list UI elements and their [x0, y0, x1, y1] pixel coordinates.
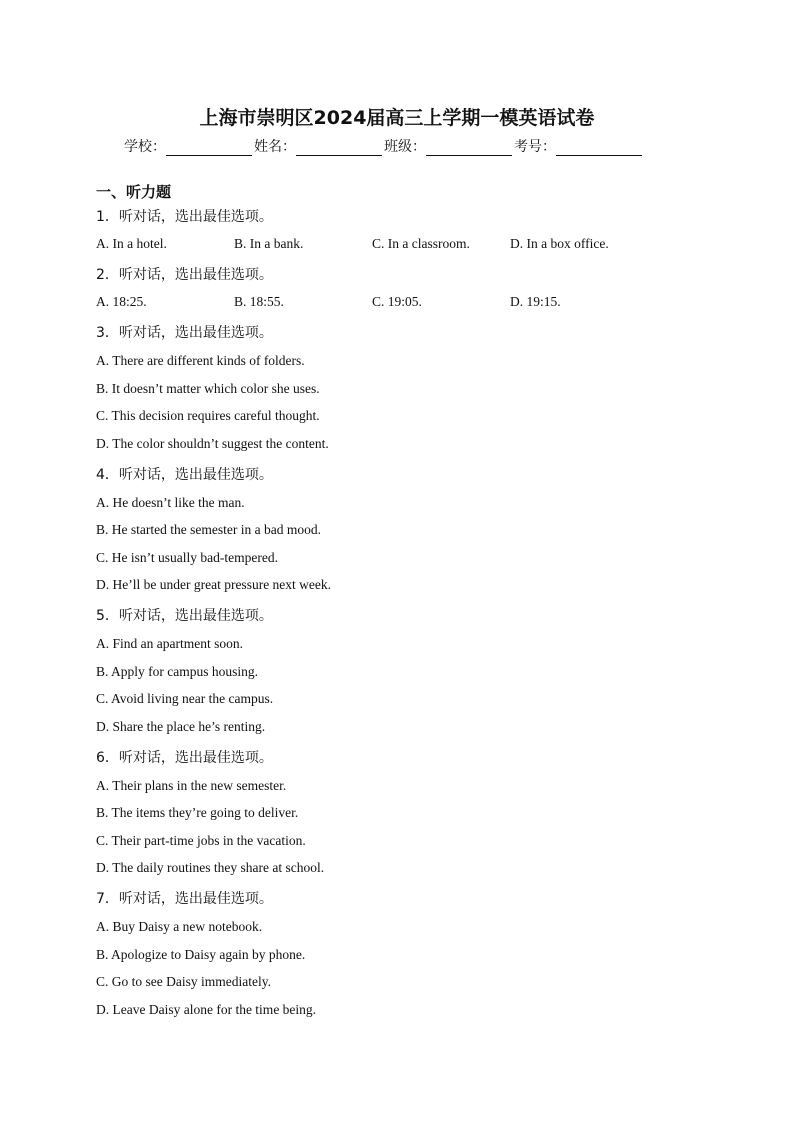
q7-option-d[interactable]: D. Leave Daisy alone for the time being. [96, 1002, 317, 1017]
school-blank[interactable] [166, 141, 252, 156]
q6-option-a[interactable]: A. Their plans in the new semester. [96, 778, 287, 793]
question-1-options [96, 236, 648, 252]
question-4: 4．听对话，选出最佳选项。 [96, 467, 273, 483]
q1-option-a[interactable]: A. In a hotel. [96, 236, 167, 251]
question-5: 5．听对话，选出最佳选项。 [96, 608, 273, 624]
school-label: 学校： [124, 139, 166, 155]
q7-option-c[interactable]: C. Go to see Daisy immediately. [96, 974, 271, 989]
q4-option-b[interactable]: B. He started the semester in a bad mood. [96, 522, 321, 537]
q7-option-a[interactable]: A. Buy Daisy a new notebook. [96, 919, 263, 934]
name-blank[interactable] [296, 141, 382, 156]
question-2: 2．听对话，选出最佳选项。 [96, 267, 273, 283]
q3-option-c[interactable]: C. This decision requires careful thought. [96, 408, 320, 423]
q3-option-d[interactable]: D. The color shouldn’t suggest the content. [96, 436, 329, 451]
question-3: 3．听对话，选出最佳选项。 [96, 325, 273, 341]
q5-option-a[interactable]: A. Find an apartment soon. [96, 636, 243, 651]
class-blank[interactable] [426, 141, 512, 156]
q6-option-b[interactable]: B. The items they’re going to deliver. [96, 805, 299, 820]
q3-option-b[interactable]: B. It doesn’t matter which color she uses. [96, 381, 320, 396]
q2-option-c[interactable]: C. 19:05. [372, 294, 422, 309]
question-2-options [96, 294, 648, 310]
q5-option-c[interactable]: C. Avoid living near the campus. [96, 691, 274, 706]
page-title: 上海市崇明区2024届高三上学期一模英语试卷 [199, 107, 595, 129]
section-heading: 一、听力题 [96, 183, 172, 201]
q4-option-c[interactable]: C. He isn’t usually bad-tempered. [96, 550, 278, 565]
q2-option-a[interactable]: A. 18:25. [96, 294, 147, 309]
q1-option-d[interactable]: D. In a box office. [510, 236, 609, 251]
q4-option-d[interactable]: D. He’ll be under great pressure next week. [96, 577, 332, 592]
class-label: 班级： [384, 139, 426, 155]
q1-option-b[interactable]: B. In a bank. [234, 236, 304, 251]
question-7: 7．听对话，选出最佳选项。 [96, 891, 273, 907]
q5-option-b[interactable]: B. Apply for campus housing. [96, 664, 258, 679]
q1-option-c[interactable]: C. In a classroom. [372, 236, 470, 251]
question-1: 1．听对话，选出最佳选项。 [96, 209, 273, 225]
q7-option-b[interactable]: B. Apologize to Daisy again by phone. [96, 947, 306, 962]
q4-option-a[interactable]: A. He doesn’t like the man. [96, 495, 245, 510]
q6-option-c[interactable]: C. Their part-time jobs in the vacation. [96, 833, 306, 848]
number-blank[interactable] [556, 141, 642, 156]
question-6: 6．听对话，选出最佳选项。 [96, 750, 273, 766]
q5-option-d[interactable]: D. Share the place he’s renting. [96, 719, 266, 734]
q2-option-b[interactable]: B. 18:55. [234, 294, 284, 309]
q3-option-a[interactable]: A. There are different kinds of folders. [96, 353, 305, 368]
number-label: 考号： [514, 139, 556, 155]
name-label: 姓名： [254, 139, 296, 155]
student-info [124, 136, 644, 156]
q2-option-d[interactable]: D. 19:15. [510, 294, 561, 309]
q6-option-d[interactable]: D. The daily routines they share at school. [96, 860, 325, 875]
